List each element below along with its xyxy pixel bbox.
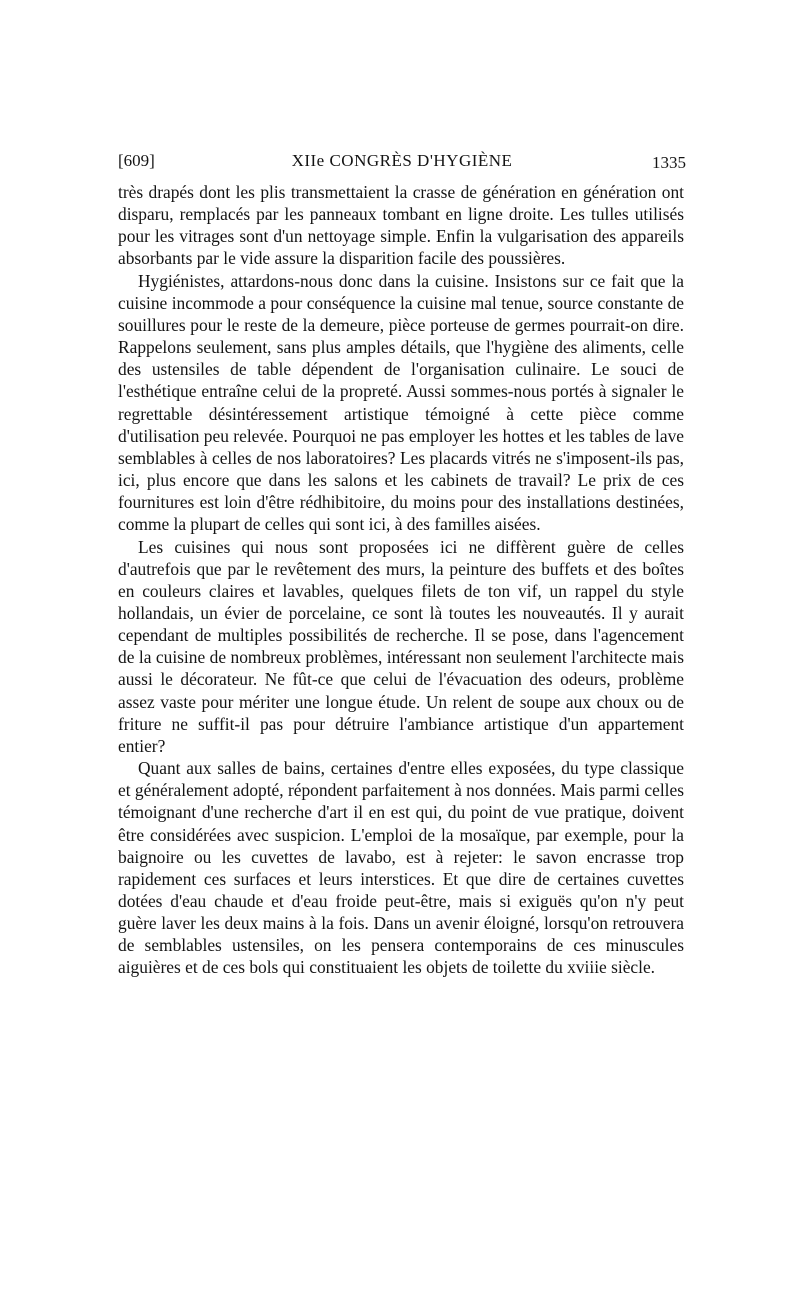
bracketed-page-reference: [609] — [118, 151, 155, 170]
running-header — [118, 148, 686, 174]
page-number: 1335 — [652, 153, 686, 172]
running-title: XIIe CONGRÈS D'HYGIÈNE — [291, 151, 513, 170]
paragraph-bathrooms: Quant aux salles de bains, certaines d'entre elles exposées, du type classique et généralement adopté, répondent parfaitement à nos données. Mais parmi celles témoignant d'une recherche d'art il en est qui, du point de vue pratique, doivent être considérées avec suspicion. L'emploi de la mosaïque, par exemple, pour la baignoire ou les cuvettes de lavabo, est à rejeter: le savon encrasse trop rapidement ces surfaces et leurs interstices. Et que dire de certaines cuvettes dotées d'eau chaude et d'eau froide peut-être, mais si exiguës qu'on n'y peut guère laver les deux mains à la fois. Dans un avenir éloigné, lorsqu'on retrouvera de semblables ustensiles, on les pensera contemporains de ces minuscules aiguières et de ces bols qui constituaient les objets de toilette du xviiie siècle. — [118, 758, 684, 978]
body-text — [118, 181, 684, 979]
paragraph-kitchens-proposed: Les cuisines qui nous sont proposées ici ne diffèrent guère de celles d'autrefois que par le revêtement des murs, la peinture des buffets et des boîtes en couleurs claires et lavables, quelques filets de ton vif, un rappel du style hollandais, un évier de porcelaine, ce sont là toutes les nouveautés. Il y aurait cependant de multiples possibilités de recherche. Il se pose, dans l'agencement de la cuisine de nombreux problèmes, intéressant non seulement l'architecte mais aussi le décorateur. Ne fût-ce que celui de l'évacuation des odeurs, problème assez vaste pour mériter une longue étude. Un relent de soupe aux choux ou de friture ne suffit-il pas pour détruire l'ambiance artistique d'un appartement entier? — [118, 536, 684, 756]
paragraph-continuation: très drapés dont les plis transmettaient la crasse de génération en génération ont disparu, remplacés par les panneaux tombant en ligne droite. Les tulles utilisés pour les vitrages sont d'un nettoyage simple. Enfin la vulgarisation des appareils absorbants par le vide assure la disparition facile des poussières. — [118, 182, 684, 269]
paragraph-kitchen-hygiene: Hygiénistes, attardons-nous donc dans la cuisine. Insistons sur ce fait que la cuisine incommode a pour conséquence la cuisine mal tenue, source constante de souillures pour le reste de la demeure, pièce porteuse de germes pourrait-on dire. Rappelons seulement, sans plus amples détails, que l'hygiène des aliments, celle des ustensiles de table dépendent de l'organisation culinaire. Le souci de l'esthétique entraîne celui de la propreté. Aussi sommes-nous portés à signaler le regrettable désintéressement artistique témoigné à cette pièce comme d'utilisation peu relevée. Pourquoi ne pas employer les hottes et les tables de lave semblables à celles de nos laboratoires? Les placards vitrés ne s'imposent-ils pas, ici, plus encore que dans les salons et les cabinets de travail? Le prix de ces fournitures est loin d'être rédhibitoire, du moins pour des installations destinées, comme la plupart de celles qui sont ici, à des familles aisées. — [118, 270, 684, 535]
